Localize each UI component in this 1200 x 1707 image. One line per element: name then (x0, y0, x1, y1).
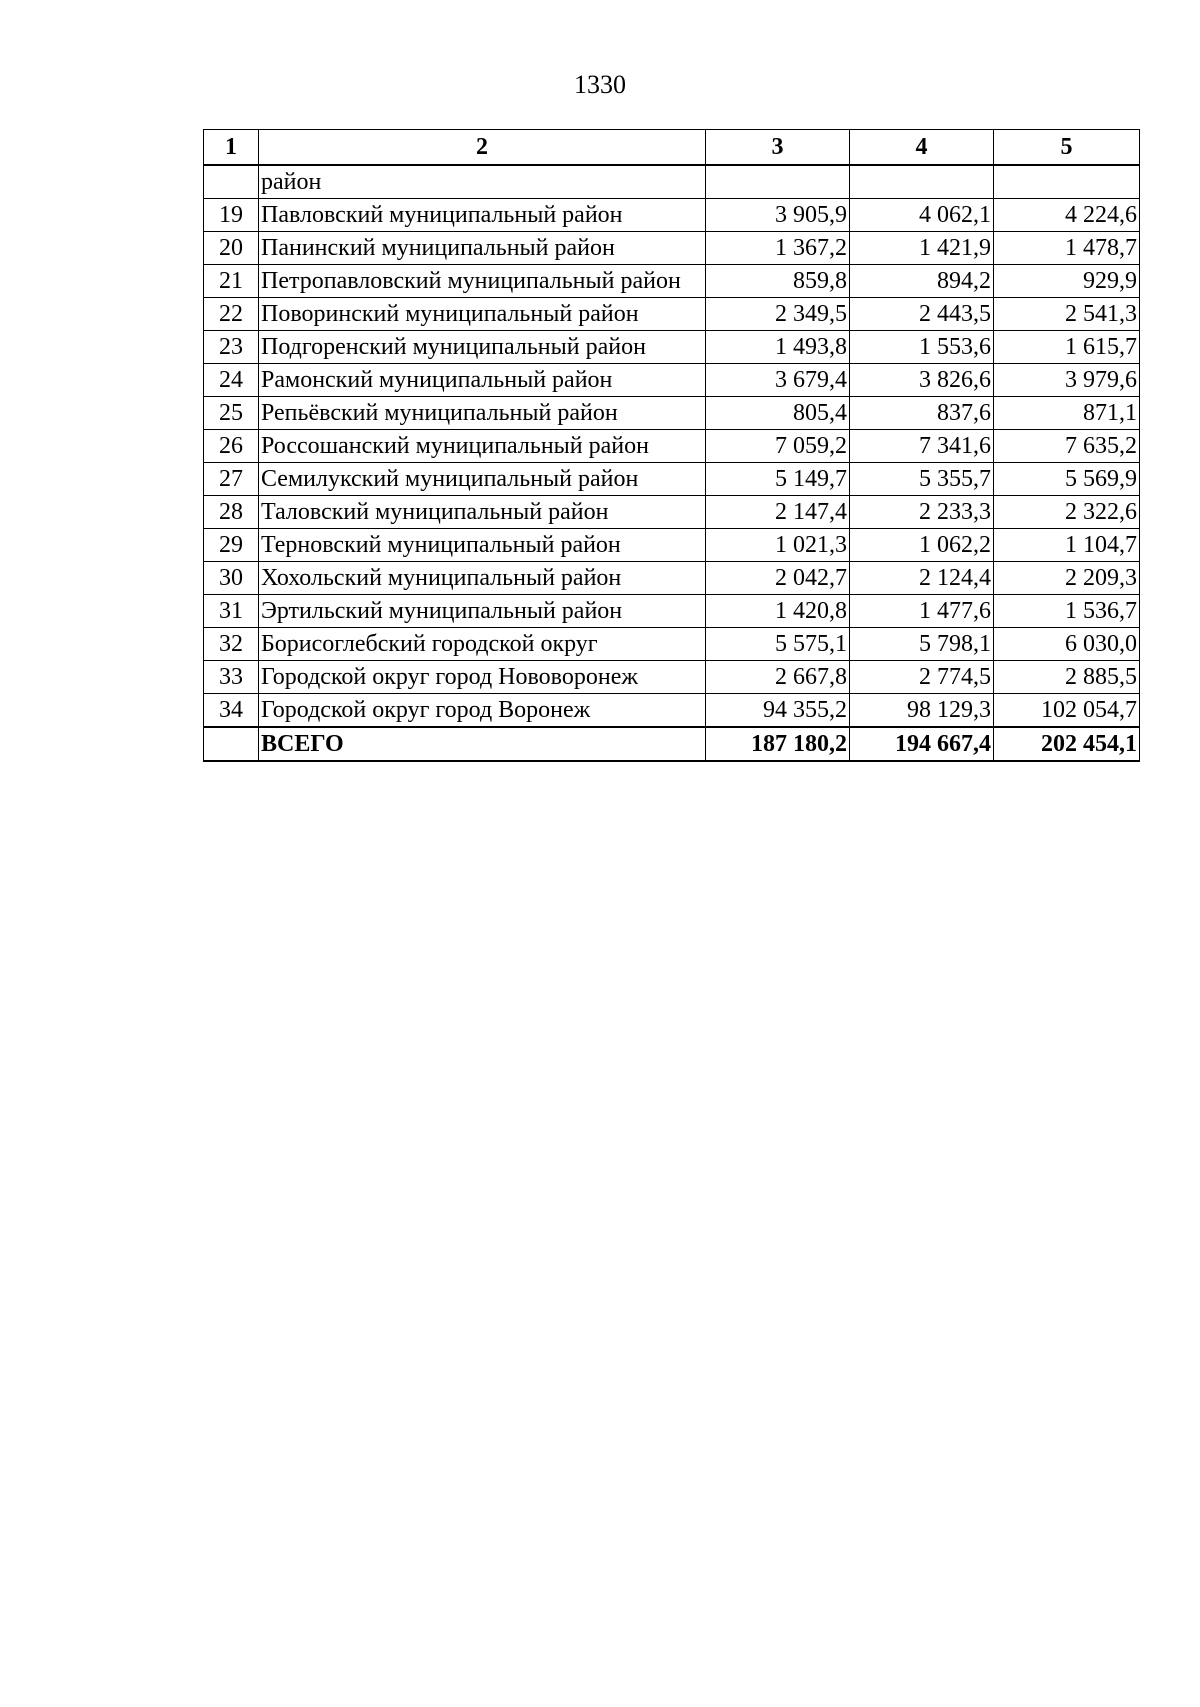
table-row (204, 628, 1140, 661)
row-value-col4: 2 124,4 (850, 562, 994, 595)
row-value-col4: 2 233,3 (850, 496, 994, 529)
row-name: Петропавловский муниципальный район (259, 265, 706, 298)
row-value-col4: 98 129,3 (850, 694, 994, 728)
row-value-col4: 7 341,6 (850, 430, 994, 463)
row-number: 21 (204, 265, 259, 298)
row-value-col5: 7 635,2 (994, 430, 1140, 463)
row-value-col5: 929,9 (994, 265, 1140, 298)
table-row (204, 463, 1140, 496)
header-col-5: 5 (994, 130, 1140, 166)
row-value-col5: 871,1 (994, 397, 1140, 430)
table-body (204, 165, 1140, 761)
table-row (204, 331, 1140, 364)
row-value-col3: 2 042,7 (706, 562, 850, 595)
row-value-col5: 5 569,9 (994, 463, 1140, 496)
row-value-col4: 5 355,7 (850, 463, 994, 496)
table-row (204, 529, 1140, 562)
row-value-col3: 2 147,4 (706, 496, 850, 529)
row-value-col5: 6 030,0 (994, 628, 1140, 661)
row-number: 31 (204, 595, 259, 628)
table-row (204, 265, 1140, 298)
row-name: Рамонский муниципальный район (259, 364, 706, 397)
row-number: 29 (204, 529, 259, 562)
row-value-col5: 2 541,3 (994, 298, 1140, 331)
row-value-col3 (706, 165, 850, 199)
row-value-col5: 2 209,3 (994, 562, 1140, 595)
table-row (204, 694, 1140, 728)
row-name: Городской округ город Нововоронеж (259, 661, 706, 694)
total-number (204, 727, 259, 761)
row-value-col3: 2 667,8 (706, 661, 850, 694)
row-name: Подгоренский муниципальный район (259, 331, 706, 364)
table-row (204, 364, 1140, 397)
row-value-col5: 1 104,7 (994, 529, 1140, 562)
table-row (204, 165, 1140, 199)
row-value-col4: 1 062,2 (850, 529, 994, 562)
row-value-col4: 5 798,1 (850, 628, 994, 661)
row-number: 27 (204, 463, 259, 496)
row-number: 25 (204, 397, 259, 430)
row-name: Таловский муниципальный район (259, 496, 706, 529)
row-name: Россошанский муниципальный район (259, 430, 706, 463)
header-col-2: 2 (259, 130, 706, 166)
row-value-col5: 2 885,5 (994, 661, 1140, 694)
row-value-col4 (850, 165, 994, 199)
row-value-col3: 2 349,5 (706, 298, 850, 331)
header-col-4: 4 (850, 130, 994, 166)
page-number: 1330 (574, 70, 626, 99)
table-row (204, 496, 1140, 529)
row-name: Панинский муниципальный район (259, 232, 706, 265)
row-value-col5: 1 615,7 (994, 331, 1140, 364)
row-name: район (259, 165, 706, 199)
table-row (204, 232, 1140, 265)
table-row (204, 595, 1140, 628)
row-value-col3: 1 021,3 (706, 529, 850, 562)
row-number: 26 (204, 430, 259, 463)
row-value-col3: 5 149,7 (706, 463, 850, 496)
row-number: 28 (204, 496, 259, 529)
total-value-col5: 202 454,1 (994, 727, 1140, 761)
row-name: Поворинский муниципальный район (259, 298, 706, 331)
row-value-col5: 2 322,6 (994, 496, 1140, 529)
row-value-col4: 1 553,6 (850, 331, 994, 364)
row-value-col3: 3 905,9 (706, 199, 850, 232)
row-value-col4: 1 421,9 (850, 232, 994, 265)
table-row (204, 430, 1140, 463)
header-col-1: 1 (204, 130, 259, 166)
row-number: 33 (204, 661, 259, 694)
row-value-col3: 1 367,2 (706, 232, 850, 265)
row-value-col5 (994, 165, 1140, 199)
row-value-col4: 2 774,5 (850, 661, 994, 694)
row-value-col5: 1 536,7 (994, 595, 1140, 628)
table-row (204, 397, 1140, 430)
row-number: 30 (204, 562, 259, 595)
row-value-col3: 859,8 (706, 265, 850, 298)
total-name: ВСЕГО (259, 727, 706, 761)
row-number: 32 (204, 628, 259, 661)
row-value-col3: 1 493,8 (706, 331, 850, 364)
row-name: Хохольский муниципальный район (259, 562, 706, 595)
row-name: Терновский муниципальный район (259, 529, 706, 562)
row-value-col5: 3 979,6 (994, 364, 1140, 397)
row-name: Семилукский муниципальный район (259, 463, 706, 496)
total-row (204, 727, 1140, 761)
row-value-col5: 1 478,7 (994, 232, 1140, 265)
row-name: Борисоглебский городской округ (259, 628, 706, 661)
row-value-col4: 3 826,6 (850, 364, 994, 397)
row-value-col4: 837,6 (850, 397, 994, 430)
row-value-col3: 805,4 (706, 397, 850, 430)
row-value-col3: 1 420,8 (706, 595, 850, 628)
table-row (204, 661, 1140, 694)
row-number: 24 (204, 364, 259, 397)
row-number: 22 (204, 298, 259, 331)
row-value-col3: 94 355,2 (706, 694, 850, 728)
header-row (204, 130, 1140, 166)
row-value-col5: 102 054,7 (994, 694, 1140, 728)
row-name: Эртильский муниципальный район (259, 595, 706, 628)
row-value-col4: 2 443,5 (850, 298, 994, 331)
row-value-col4: 4 062,1 (850, 199, 994, 232)
total-value-col4: 194 667,4 (850, 727, 994, 761)
row-number (204, 165, 259, 199)
row-value-col3: 3 679,4 (706, 364, 850, 397)
header-col-3: 3 (706, 130, 850, 166)
row-value-col3: 5 575,1 (706, 628, 850, 661)
table-row (204, 562, 1140, 595)
total-value-col3: 187 180,2 (706, 727, 850, 761)
row-number: 23 (204, 331, 259, 364)
table-row (204, 199, 1140, 232)
row-number: 19 (204, 199, 259, 232)
row-value-col4: 894,2 (850, 265, 994, 298)
table-row (204, 298, 1140, 331)
row-value-col4: 1 477,6 (850, 595, 994, 628)
table-header (204, 130, 1140, 166)
row-name: Репьёвский муниципальный район (259, 397, 706, 430)
row-name: Павловский муниципальный район (259, 199, 706, 232)
row-name: Городской округ город Воронеж (259, 694, 706, 728)
row-number: 34 (204, 694, 259, 728)
data-table (203, 129, 1140, 762)
row-value-col5: 4 224,6 (994, 199, 1140, 232)
row-number: 20 (204, 232, 259, 265)
row-value-col3: 7 059,2 (706, 430, 850, 463)
